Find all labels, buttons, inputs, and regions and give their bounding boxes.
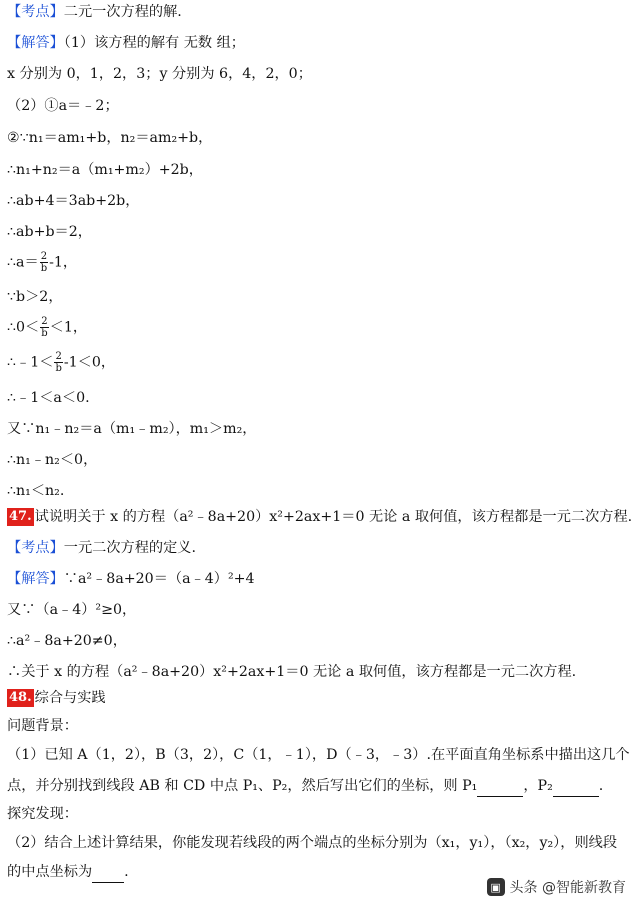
q48-explore: 探究发现：	[7, 806, 78, 822]
q48-p2-c: .	[598, 778, 604, 794]
line8-post: -1，	[49, 254, 78, 271]
kaodian-tag: 【考点】	[7, 4, 64, 20]
fraction-numerator: 2	[41, 316, 48, 327]
watermark-text: 头条 @智能新教育	[509, 880, 626, 896]
fraction-numerator: 2	[40, 251, 48, 262]
s1-line8	[7, 251, 77, 274]
q47-question-line	[7, 507, 632, 527]
answer-blank-midpoint[interactable]	[92, 862, 124, 883]
q47-line3: ∴a²﹣8a+20≠0，	[7, 633, 127, 649]
jieda-tag: 【解答】	[7, 35, 64, 51]
s1-line4: ②∵n₁＝am₁+b，n₂＝am₂+b，	[7, 130, 213, 146]
q47-jieda-line	[7, 569, 255, 589]
line11-post: -1＜0，	[63, 354, 116, 371]
s1-line3: （2）①a＝﹣2；	[7, 98, 119, 114]
kaodian-text: 二元一次方程的解.	[63, 4, 182, 20]
line11-pre: ∴﹣1＜	[7, 354, 54, 371]
q47-line1: ∵a²﹣8a+20＝（a﹣4）²+4	[63, 571, 255, 587]
s1-line14: ∴n₁﹣n₂＜0，	[7, 452, 98, 468]
watermark	[487, 877, 626, 897]
s1-line13: 又∵n₁﹣n₂＝a（m₁﹣m₂），m₁＞m₂，	[7, 421, 257, 437]
q48-p1: （1）已知 A（1，2），B（3，2），C（1，﹣1），D（﹣3，﹣3）.在平面直角坐标系中描出这几个	[7, 747, 630, 763]
question-number-badge: 48.	[9, 690, 32, 705]
fraction	[54, 351, 62, 374]
fraction	[40, 316, 48, 339]
line10-pre: ∴0＜	[7, 319, 40, 336]
q48-p4	[7, 862, 129, 883]
toutiao-logo-icon: ▣	[487, 878, 505, 896]
q48-title-line	[7, 688, 106, 708]
s1-line10	[7, 316, 87, 339]
s1-jieda-line	[7, 33, 245, 53]
question-number-badge: 47.	[9, 509, 32, 524]
s1-line12: ∴﹣1＜a＜0.	[7, 390, 90, 406]
fraction-denominator: b	[55, 363, 62, 374]
answer-blank-p1[interactable]	[477, 776, 523, 797]
q47-kaodian-line	[7, 538, 196, 558]
s1-line9: ∵b＞2，	[7, 289, 63, 305]
q48-p3: （2）结合上述计算结果，你能发现若线段的两个端点的坐标分别为（x₁，y₁），（x₂，y₂），则线段	[7, 835, 618, 851]
s1-line7: ∴ab+b＝2，	[7, 224, 92, 240]
s1-line15: ∴n₁＜n₂.	[7, 483, 65, 499]
s1-line6: ∴ab+4＝3ab+2b，	[7, 193, 140, 209]
q47-line2: 又∵（a﹣4）²≥0，	[7, 602, 137, 618]
s1-kaodian-line	[7, 2, 182, 22]
line8-pre: ∴a＝	[7, 254, 39, 271]
s1-line11	[7, 351, 115, 374]
q47-question: 试说明关于 x 的方程（a²﹣8a+20）x²+2ax+1＝0 无论 a 取何值，该方程都是一元二次方程.	[34, 509, 633, 525]
s1-line1: （1）该方程的解有 无数 组；	[63, 35, 245, 51]
s1-line5: ∴n₁+n₂＝a（m₁+m₂）+2b，	[7, 162, 203, 178]
jieda-tag: 【解答】	[7, 571, 64, 587]
q47-line4: ∴关于 x 的方程（a²﹣8a+20）x²+2ax+1＝0 无论 a 取何值，该方程都是一元二次方程.	[7, 664, 577, 680]
q48-p4-b: .	[124, 864, 129, 880]
kaodian-tag: 【考点】	[7, 540, 64, 556]
fraction-denominator: b	[41, 328, 48, 339]
fraction-denominator: b	[40, 263, 48, 274]
q48-title: 综合与实践	[34, 690, 106, 706]
answer-blank-p2[interactable]	[553, 776, 599, 797]
q48-p2-b: ，P₂	[523, 778, 553, 794]
q48-p2	[7, 776, 603, 797]
q48-p2-a: 点，并分别找到线段 AB 和 CD 中点 P₁、P₂，然后写出它们的坐标，则 P₁	[7, 778, 478, 794]
kaodian-text: 一元二次方程的定义.	[63, 540, 196, 556]
s1-line2: x 分别为 0，1，2，3；y 分别为 6，4，2，0；	[7, 66, 312, 82]
fraction	[40, 251, 48, 274]
q48-background: 问题背景：	[7, 718, 78, 734]
line10-post: ＜1，	[49, 319, 88, 336]
q48-p4-a: 的中点坐标为	[7, 864, 93, 880]
fraction-numerator: 2	[55, 351, 62, 362]
